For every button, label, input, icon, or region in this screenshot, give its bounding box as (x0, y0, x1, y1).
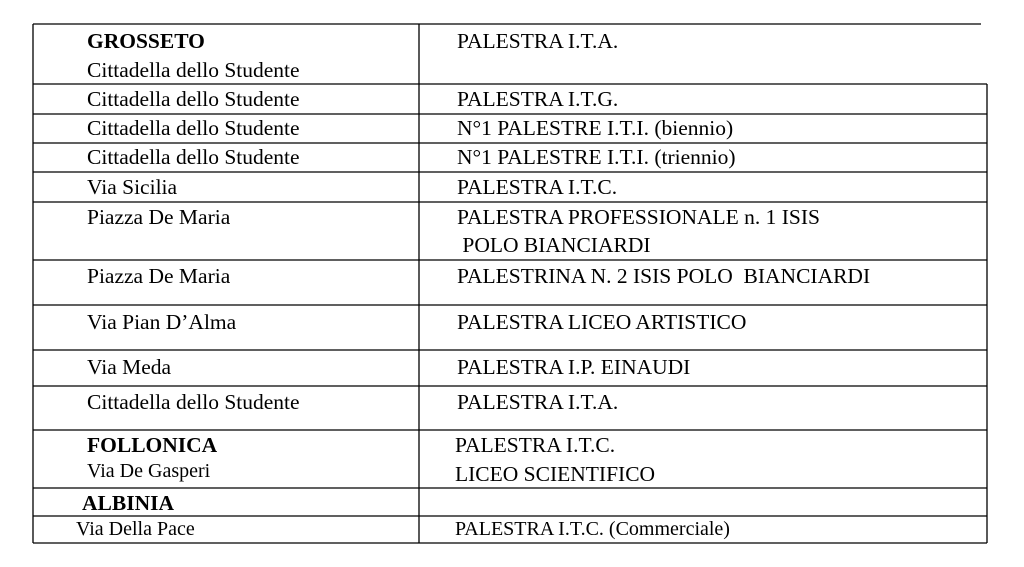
table-cell-facility: PALESTRA I.T.G. (457, 87, 619, 111)
table-cell-location: Cittadella dello Studente (87, 87, 300, 111)
table-cell-facility: PALESTRA I.T.A. (457, 390, 619, 414)
table-cell-facility-continued: LICEO SCIENTIFICO (455, 462, 656, 486)
table-cell-location: Via Sicilia (87, 175, 178, 199)
table-cell-location: Via Meda (87, 355, 172, 379)
table-cell-facility: PALESTRA I.T.C. (455, 433, 616, 457)
table-cell-location: Via De Gasperi (87, 460, 211, 482)
table-cell-facility: PALESTRA I.T.C. (Commerciale) (455, 518, 730, 540)
table-cell-facility: PALESTRA I.P. EINAUDI (457, 355, 691, 379)
table-cell-location: Piazza De Maria (87, 205, 231, 229)
table-cell-location: Cittadella dello Studente (87, 390, 300, 414)
table-cell-location: Via Pian D’Alma (87, 310, 237, 334)
table-cell-facility: N°1 PALESTRE I.T.I. (biennio) (457, 116, 734, 140)
table-cell-facility: PALESTRA PROFESSIONALE n. 1 ISIS (457, 205, 820, 229)
table-cell-location: Cittadella dello Studente (87, 145, 300, 169)
table-cell-facility-continued: POLO BIANCIARDI (457, 233, 651, 257)
table-cell-location: Cittadella dello Studente (87, 116, 300, 140)
city-header-follonica: FOLLONICA (87, 433, 218, 457)
table-cell-facility: PALESTRA I.T.C. (457, 175, 618, 199)
table-cell-location: Piazza De Maria (87, 264, 231, 288)
city-header-albinia: ALBINIA (82, 491, 174, 515)
table-cell-location: Cittadella dello Studente (87, 58, 300, 82)
table-cell-facility: N°1 PALESTRE I.T.I. (triennio) (457, 145, 736, 169)
city-header-grosseto: GROSSETO (87, 29, 205, 53)
table-cell-facility: PALESTRA LICEO ARTISTICO (457, 310, 747, 334)
table-cell-facility: PALESTRINA N. 2 ISIS POLO BIANCIARDI (457, 264, 871, 288)
table-cell-facility: PALESTRA I.T.A. (457, 29, 619, 53)
table-cell-location: Via Della Pace (76, 518, 195, 540)
